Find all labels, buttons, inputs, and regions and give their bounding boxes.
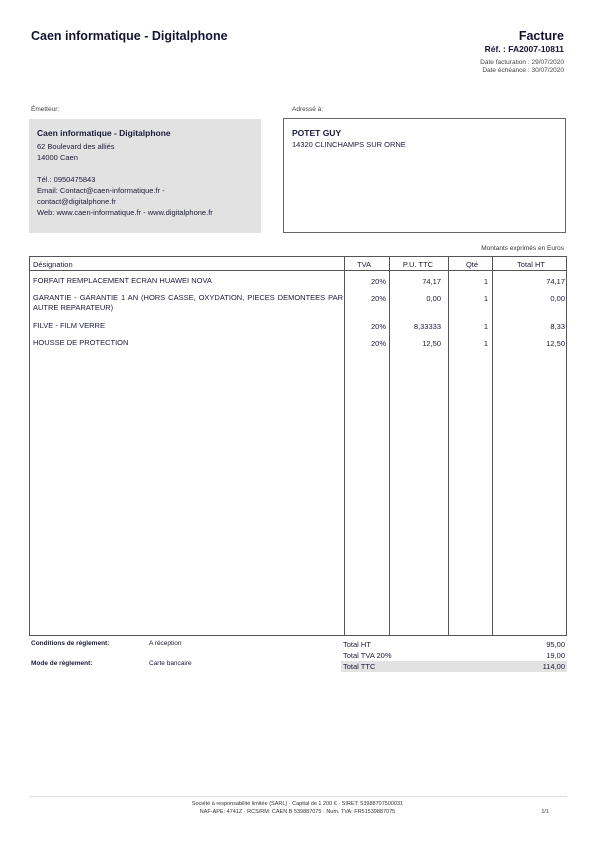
row-quantity: 1 (483, 339, 488, 348)
emitter-address-line2: 14000 Caen (37, 153, 78, 162)
header-quantity: Qté (465, 260, 479, 269)
recipient-box (283, 118, 566, 233)
total-ht-row (341, 639, 567, 650)
column-divider (389, 257, 390, 635)
emitter-email-line1: Email: Contact@caen-informatique.fr - (37, 186, 165, 195)
due-date: Date échéance : 30/07/2020 (482, 67, 564, 74)
row-quantity: 1 (483, 277, 488, 286)
row-tva: 20% (370, 339, 386, 348)
invoice-date: Date facturation : 29/07/2020 (480, 59, 564, 66)
row-designation: GARANTIE - GARANTIE 1 AN (HORS CASSE, OXYDATION, PIECES DEMONTEES PAR AUTRE REPARATEUR) (33, 293, 343, 312)
row-total-ht: 74,17 (546, 277, 565, 286)
invoice-reference: Réf. : FA2007-10811 (484, 44, 564, 54)
column-divider (492, 257, 493, 635)
emitter-email-line2: contact@digitalphone.fr (37, 197, 116, 206)
emitter-web: Web: www.caen-informatique.fr - www.digitalphone.fr (37, 208, 213, 217)
total-tva-label: Total TVA 20% (343, 651, 392, 660)
row-designation: HOUSSE DE PROTECTION (33, 338, 129, 347)
emitter-name: Caen informatique - Digitalphone (37, 128, 171, 138)
row-designation: FORFAIT REMPLACEMENT ECRAN HUAWEI NOVA (33, 276, 212, 285)
total-ht-label: Total HT (343, 640, 371, 649)
emitter-address-line1: 62 Boulevard des alliés (37, 142, 115, 151)
recipient-address: 14320 CLINCHAMPS SUR ORNE (292, 140, 406, 149)
recipient-label: Adressé à: (292, 106, 324, 113)
total-ttc-label: Total TTC (343, 662, 376, 671)
total-tva-value: 19,00 (546, 651, 565, 660)
row-quantity: 1 (483, 322, 488, 331)
page-number: 1/1 (541, 809, 549, 815)
total-ttc-row (341, 661, 567, 672)
recipient-name: POTET GUY (292, 128, 342, 138)
total-tva-row (341, 650, 567, 661)
total-ttc-value: 114,00 (542, 662, 565, 671)
payment-terms-value: A réception (149, 640, 182, 647)
table-header-row (30, 257, 566, 271)
footer-legal-line2: NAF-APE: 4741Z · RCS/RM: CAEN B 539887075 · Num. TVA: FR51539887075 (199, 809, 396, 815)
emitter-box (29, 119, 261, 233)
header-unit-price: P.U. TTC (402, 260, 434, 269)
column-divider (344, 257, 345, 635)
row-unit-price: 0,00 (426, 294, 441, 303)
items-table (29, 256, 567, 636)
column-divider (448, 257, 449, 635)
totals-block (341, 639, 567, 672)
emitter-label: Émetteur: (31, 106, 60, 113)
row-designation: FILVE - FILM VERRE (33, 321, 105, 330)
row-total-ht: 0,00 (550, 294, 565, 303)
footer-legal-line1: Société à responsabilité limitée (SARL) · Capital de 1 200 € · SIRET: 53988707500031 (191, 801, 404, 807)
row-tva: 20% (370, 294, 386, 303)
payment-terms-label: Conditions de règlement: (31, 640, 110, 647)
total-ht-value: 95,00 (546, 640, 565, 649)
row-unit-price: 12,50 (422, 339, 441, 348)
company-header: Caen informatique - Digitalphone (31, 29, 228, 43)
row-tva: 20% (370, 277, 386, 286)
header-designation: Désignation (33, 260, 73, 269)
row-unit-price: 8,33333 (413, 322, 441, 331)
footer-divider (29, 796, 567, 797)
document-title: Facture (518, 29, 564, 43)
currency-note: Montants exprimés en Euros (481, 245, 564, 252)
payment-mode-value: Carte bancaire (149, 660, 192, 667)
header-total-ht: Total HT (517, 260, 545, 269)
header-tva: TVA (356, 260, 372, 269)
emitter-phone: Tél.: 0950475843 (37, 175, 96, 184)
row-unit-price: 74,17 (422, 277, 441, 286)
row-total-ht: 12,50 (546, 339, 565, 348)
row-total-ht: 8,33 (550, 322, 565, 331)
payment-mode-label: Mode de règlement: (31, 660, 93, 667)
row-quantity: 1 (483, 294, 488, 303)
row-tva: 20% (370, 322, 386, 331)
